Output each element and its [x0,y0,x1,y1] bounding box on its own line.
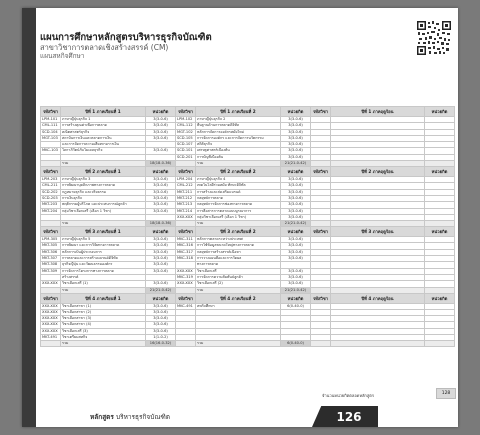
course-code: MKC-311 [176,237,196,243]
course-credit: 3(3-0-6) [281,274,311,280]
total-credits-label: จำนวนหน่วยกิตตลอดหลักสูตร [322,393,375,398]
course-credit: 3(3-0-6) [146,309,176,315]
course-credit: 3(3-0-6) [146,328,176,334]
empty-cell [331,341,425,347]
col-header-code: รหัสวิชา [176,227,196,237]
course-code: XXX-XXX [176,268,196,274]
semester-total: 18(18-0-36) [146,161,176,167]
course-name: สร้างสรรค์ [61,274,146,280]
total-label: รวม [61,221,146,227]
course-name: การพัฒนาบุคลิกภาพทางการตลาด [61,183,146,189]
page-title: แผนการศึกษาหลักสูตรบริหารธุรกิจบัณฑิต [40,32,212,43]
col-header-credit: หน่วยกิต [425,293,455,303]
course-name: ภาษาญี่ปุ่นธุรกิจ 1 [61,117,146,123]
semester-label: ปีที่ 3 ภาคเรียนที่ 2 [196,227,281,237]
page-subtitle: สาขาวิชาการตลาดเชิงสร้างสรรค์ (CM) [40,43,169,52]
empty-cell [176,341,196,347]
semester-total: 18(18-0-36) [146,221,176,227]
course-name: คณิตศาสตร์ธุรกิจ [61,129,146,135]
course-code: MKC-103 [41,148,61,154]
total-label: รวม [61,287,146,293]
course-name: การตลาดและการสร้างแบรนด์ดิจิทัล [61,256,146,262]
course-code: SCD-101 [176,148,196,154]
course-name: วิชาเลือกเสรี (1) [61,281,146,287]
course-name: วิชาเลือกสาขา (4) [61,322,146,328]
col-header-code: รหัสวิชา [311,107,331,117]
course-name: หลักการเป็นผู้ประกอบการ [61,249,146,255]
course-code: SCD-202 [41,189,61,195]
semester-total: 21(21-0-42) [146,287,176,293]
course-credit: 3(3-0-6) [281,123,311,129]
course-credit: 3(3-0-6) [146,195,176,201]
course-credit: 3(3-0-6) [146,268,176,274]
page-sidebar-stripe [22,8,36,427]
course-name: การบัญชีเบื้องต้น [196,154,281,160]
course-name: ภาษาญี่ปุ่นธุรกิจ 5 [61,237,146,243]
course-credit: 3(3-0-6) [281,154,311,160]
course-code: XXX-XXX [41,316,61,322]
semester-label: ปีที่ 4 ภาคเรียนที่ 1 [61,293,146,303]
course-code: CML-212 [176,183,196,189]
course-code: MKC-318 [176,256,196,262]
course-name: การพัฒนา และการวิจัยทางการตลาด [61,243,146,249]
course-code: SCD-203 [41,195,61,201]
course-code: XXX-XXX [41,309,61,315]
course-name: วิชาเลือกสาขา (2) [61,309,146,315]
course-credit: 3(3-0-6) [281,243,311,249]
col-header-credit: หน่วยกิต [425,167,455,177]
course-credit: 3(3-0-6) [146,322,176,328]
course-name: พื้นฐานด้านการตลาดดิจิทัล [196,123,281,129]
col-header-credit: หน่วยกิต [281,107,311,117]
empty-cell [41,341,61,347]
course-code: LPM-203 [41,177,61,183]
course-code: MKT-213 [176,202,196,208]
course-code: MKT-306 [41,249,61,255]
col-header-credit: หน่วยกิต [281,227,311,237]
course-code: MKT-211 [176,189,196,195]
course-credit: 3(3-0-6) [281,183,311,189]
course-code: XXX-XXX [41,328,61,334]
semester-label: ปีที่ 4 ภาคเรียนที่ 2 [196,293,281,303]
course-code: MKC-319 [176,274,196,280]
course-name: วิชาเลือกเสรี (2) [196,281,281,287]
col-header-credit: หน่วยกิต [281,293,311,303]
course-credit: 3(3-0-6) [146,117,176,123]
course-credit: 6(0-40-0) [281,303,311,309]
course-code: XXX-XXX [41,303,61,309]
semester-label: ปีที่ 4 ภาคฤดูร้อน [331,293,425,303]
semester-total: 6(0-40-0) [281,341,311,347]
course-name: วิชาเลือกเสรี [196,268,281,274]
course-name: การสร้างและส่งเสริมแบรนด์ [196,189,281,195]
course-name: การเงินธุรกิจ [61,195,146,201]
course-code: MKC-491 [176,303,196,309]
semester-header-row [41,107,455,117]
course-code: MKT-309 [41,268,61,274]
semester-label: ปีที่ 2 ภาคเรียนที่ 2 [196,167,281,177]
semester-total-row [41,341,455,347]
semester-header-row [41,227,455,237]
course-credit: 3(3-0-6) [146,123,176,129]
semester-label: ปีที่ 1 ภาคเรียนที่ 2 [196,107,281,117]
total-label: รวม [196,221,281,227]
semester-label: ปีที่ 1 ภาคเรียนที่ 1 [61,107,146,117]
total-label: รวม [61,341,146,347]
course-name: กลยุทธ์การจัดการช่องทางการตลาด [196,202,281,208]
course-name: สหกิจศึกษา [196,303,281,309]
course-credit: 3(3-0-6) [281,249,311,255]
course-name: กฎหมายธุรกิจ และจริยธรรม [61,189,146,195]
course-code: SCD-105 [176,135,196,141]
course-name: ทางการตลาด [196,262,281,268]
empty-cell [425,341,455,347]
semester-total: 21(21-0-42) [281,287,311,293]
empty-cell [311,341,331,347]
col-header-code: รหัสวิชา [311,227,331,237]
course-name: วิชาเลือกเสรี (3) [61,328,146,334]
course-credit: 3(3-0-6) [146,316,176,322]
course-name: กลยุทธ์การตลาด [196,195,281,201]
course-name: หลักการตลาดระหว่างประเทศ [196,237,281,243]
course-code: SCD-107 [176,142,196,148]
course-code: XXX-XXX [41,322,61,328]
course-name: สถาบันการเงินและตลาดการเงิน [61,135,146,141]
qr-code-icon [416,20,452,56]
col-header-code: รหัสวิชา [41,227,61,237]
course-name: การสร้างคุณค่าเพื่อการตลาด [61,123,146,129]
course-code: MKC-316 [176,243,196,249]
course-credit: 3(3-0-6) [281,135,311,141]
semester-total: 21(21-0-42) [281,221,311,227]
col-header-code: รหัสวิชา [311,293,331,303]
course-credit: 3(3-0-6) [281,195,311,201]
course-code: XXX-XXX [176,281,196,287]
document-page [22,8,458,427]
course-code: MKT-308 [41,262,61,268]
course-code: XXX-XXX [41,281,61,287]
course-credit: 3(3-0-6) [146,303,176,309]
col-header-credit: หน่วยกิต [281,167,311,177]
course-code: LPM-204 [176,177,196,183]
course-code: LPM-101 [41,117,61,123]
col-header-code: รหัสวิชา [176,107,196,117]
col-header-credit: หน่วยกิต [146,107,176,117]
course-name: ภาษาญี่ปุ่นธุรกิจ 3 [61,177,146,183]
total-label: รวม [196,341,281,347]
total-label: รวม [196,287,281,293]
course-credit: 3(3-0-6) [281,202,311,208]
course-name: สถิติธุรกิจ [196,142,281,148]
course-name: การใช้ข้อมูลขนาดใหญ่ทางการตลาด [196,243,281,249]
course-name: พฤติกรรมผู้บริโภค และประสบการณ์ลูกค้า [61,202,146,208]
course-name: หลักการจัดการองค์กรสมัยใหม่ [196,129,281,135]
course-credit: 3(3-0-6) [146,148,176,154]
course-credit: 3(3-0-6) [146,243,176,249]
course-name: การสื่อสารการตลาดแบบบูรณาการ [196,208,281,214]
course-code: MGT-103 [41,135,61,141]
footer-rest: บริหารธุรกิจบัณฑิต [113,413,170,421]
course-credit: 3(3-0-6) [146,189,176,195]
course-name: วิชาเลือกสาขา (1) [61,303,146,309]
col-header-credit: หน่วยกิต [146,167,176,177]
course-code: CML-112 [176,123,196,129]
course-name: กลยุทธ์การสร้างสรรค์เนื้อหา [196,249,281,255]
col-header-code: รหัสวิชา [176,293,196,303]
course-name: การจัดการความสัมพันธ์ลูกค้า [196,274,281,280]
course-credit: 3(3-0-6) [281,237,311,243]
col-header-code: รหัสวิชา [311,167,331,177]
course-code: MKT-214 [176,208,196,214]
course-name: เศรษฐศาสตร์เบื้องต้น [196,148,281,154]
course-code: MKT-203 [41,202,61,208]
course-name: กลุ่มวิชาเลือกเสรี (เลือก 1 วิชา) [61,208,146,214]
course-code: MKT-491 [41,335,61,341]
col-header-code: รหัสวิชา [41,293,61,303]
course-credit: 3(3-0-6) [146,208,176,214]
course-credit: 3(3-0-6) [281,281,311,287]
semester-header-row [41,293,455,303]
col-header-credit: หน่วยกิต [425,227,455,237]
course-credit: 3(3-0-6) [146,183,176,189]
course-name: การจัดการโครงการทางการตลาด [61,268,146,274]
course-credit: 3(3-0-6) [281,208,311,214]
col-header-credit: หน่วยกิต [425,107,455,117]
course-credit: 3(3-0-6) [146,177,176,183]
course-credit: 3(3-0-6) [146,135,176,141]
course-name: วิชาเตรียมสหกิจ [61,335,146,341]
course-code: LPM-102 [176,117,196,123]
semester-header-row [41,167,455,177]
course-code: XXX-XXX [176,214,196,220]
course-credit: 3(3-0-6) [281,129,311,135]
col-header-code: รหัสวิชา [41,107,61,117]
course-code: MKC-317 [176,249,196,255]
course-credit: 3(3-0-6) [146,249,176,255]
course-code: MGT-102 [176,129,196,135]
course-name: วิชาเลือกสาขา (3) [61,316,146,322]
study-plan-table [40,106,455,347]
course-credit: 3(3-0-6) [281,189,311,195]
semester-label: ปีที่ 3 ภาคฤดูร้อน [331,227,425,237]
col-header-credit: หน่วยกิต [146,293,176,303]
course-credit: 3(3-0-6) [281,142,311,148]
total-label: รวม [196,161,281,167]
course-credit: 3(3-0-6) [146,281,176,287]
semester-label: ปีที่ 2 ภาคฤดูร้อน [331,167,425,177]
footer-bold: หลักสูตร [90,413,114,421]
course-credit: 3(3-0-6) [146,129,176,135]
footer-program-name [90,412,170,422]
course-credit: 3(3-0-6) [281,177,311,183]
semester-label: ปีที่ 1 ภาคฤดูร้อน [331,107,425,117]
col-header-code: รหัสวิชา [41,167,61,177]
course-credit: 3(3-0-6) [146,202,176,208]
course-name: การจัดการองค์กร และการจัดการนวัตกรรม [196,135,281,141]
semester-total: 16(16-0-32) [146,341,176,347]
course-credit: 3(3-0-6) [281,117,311,123]
course-name: ธุรกิจญี่ปุ่น และวัฒนธรรมองค์กร [61,262,146,268]
course-code: MKT-305 [41,243,61,249]
total-credits-value: 128 [436,388,456,399]
total-label: รวม [61,161,146,167]
course-name: โลกาภิวัตน์กับโมเดลธุรกิจ [61,148,146,154]
course-code: MKT-212 [176,195,196,201]
course-credit: 3(3-0-6) [146,237,176,243]
course-code: SCD-201 [176,154,196,160]
col-header-credit: หน่วยกิต [146,227,176,237]
course-code: SCD-104 [41,129,61,135]
course-credit: 3(3-0-6) [281,148,311,154]
page-number: 126 [336,410,362,424]
course-name: เทคโนโลยีร่วมสมัย ทักษะดิจิทัล [196,183,281,189]
course-credit: 1(1-0-2) [146,335,176,341]
course-credit: 3(3-0-6) [146,262,176,268]
semester-label: ปีที่ 2 ภาคเรียนที่ 1 [61,167,146,177]
course-name: และการจัดการความเสี่ยงทางการเงิน [61,142,146,148]
course-name: ภาษาญี่ปุ่นธุรกิจ 4 [196,177,281,183]
course-credit: 3(3-0-6) [281,214,311,220]
course-name: ภาษาญี่ปุ่นธุรกิจ 2 [196,117,281,123]
course-code: MKT-204 [41,208,61,214]
course-name: การวางแผนสื่อและการวัดผล [196,256,281,262]
col-header-code: รหัสวิชา [176,167,196,177]
course-code: MKT-307 [41,256,61,262]
course-code: CML-111 [41,123,61,129]
course-code: CML-211 [41,183,61,189]
semester-total: 21(21-0-42) [281,161,311,167]
course-credit: 3(3-0-6) [146,256,176,262]
course-name: กลุ่มวิชาเลือกเสรี (เลือก 1 วิชา) [196,214,281,220]
course-credit: 3(3-0-6) [281,268,311,274]
semester-label: ปีที่ 3 ภาคเรียนที่ 1 [61,227,146,237]
course-credit: 3(3-0-6) [281,256,311,262]
plan-type: แผนสหกิจศึกษา [40,52,85,60]
course-code: LPM-305 [41,237,61,243]
